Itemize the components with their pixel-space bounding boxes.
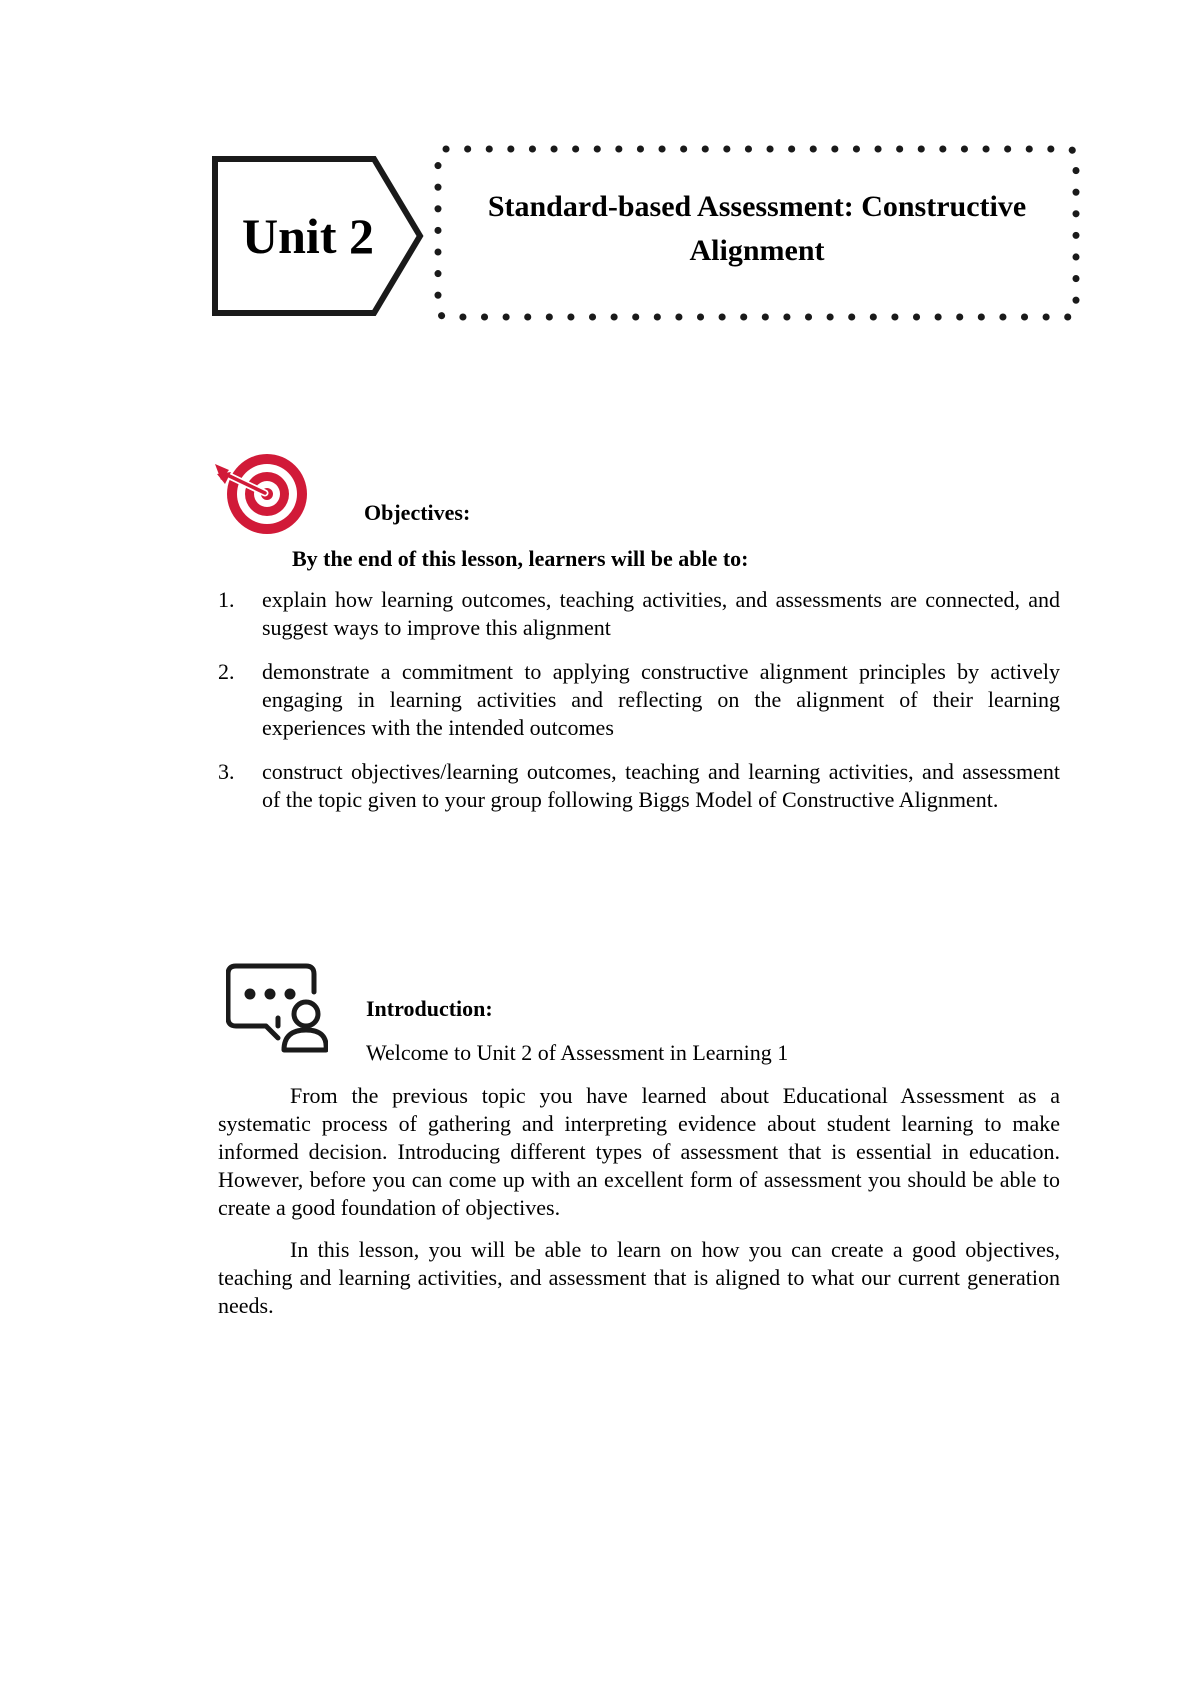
objective-number: 3. <box>218 759 235 784</box>
objectives-lead: By the end of this lesson, learners will be able to: <box>292 546 749 571</box>
introduction-welcome: Welcome to Unit 2 of Assessment in Learning 1 <box>366 1040 789 1065</box>
target-icon <box>215 450 315 540</box>
objectives-list <box>218 586 1060 830</box>
objective-text: demonstrate a commitment to applying constructive alignment principles by actively engaging in learning activities and reflecting on the alignment of their learning experiences with the intended outcomes <box>262 659 1060 740</box>
introduction-heading: Introduction: <box>366 996 493 1021</box>
objective-item <box>218 658 1060 742</box>
objective-item <box>218 758 1060 814</box>
objectives-heading: Objectives: <box>364 500 471 525</box>
objective-item <box>218 586 1060 642</box>
unit-tag <box>212 156 426 316</box>
objective-number: 2. <box>218 659 235 684</box>
objective-text: explain how learning outcomes, teaching activities, and assessments are connected, and suggest ways to improve this alignment <box>262 587 1060 640</box>
introduction-paragraph: From the previous topic you have learned about Educational Assessment as a systematic process of gathering and interpreting evidence about student learning to make informed decision. Introducing different types of assessment that is essential in education. However, before you can come up with an excellent form of assessment you should be able to create a good foundation of objectives. <box>218 1083 1060 1220</box>
unit-title: Standard-based Assessment: Constructive Alignment <box>487 190 1027 267</box>
unit-title-box <box>432 143 1082 323</box>
chat-person-icon <box>226 962 328 1054</box>
introduction-paragraph: In this lesson, you will be able to learn on how you can create a good objectives, teaching and learning activities, and assessment that is aligned to what our current generation needs. <box>218 1237 1060 1318</box>
objective-number: 1. <box>218 587 235 612</box>
objective-text: construct objectives/learning outcomes, teaching and learning activities, and assessment of the topic given to your group following Biggs Model of Constructive Alignment. <box>262 759 1060 812</box>
unit-label: Unit 2 <box>242 208 374 264</box>
introduction-body <box>218 1082 1060 1334</box>
